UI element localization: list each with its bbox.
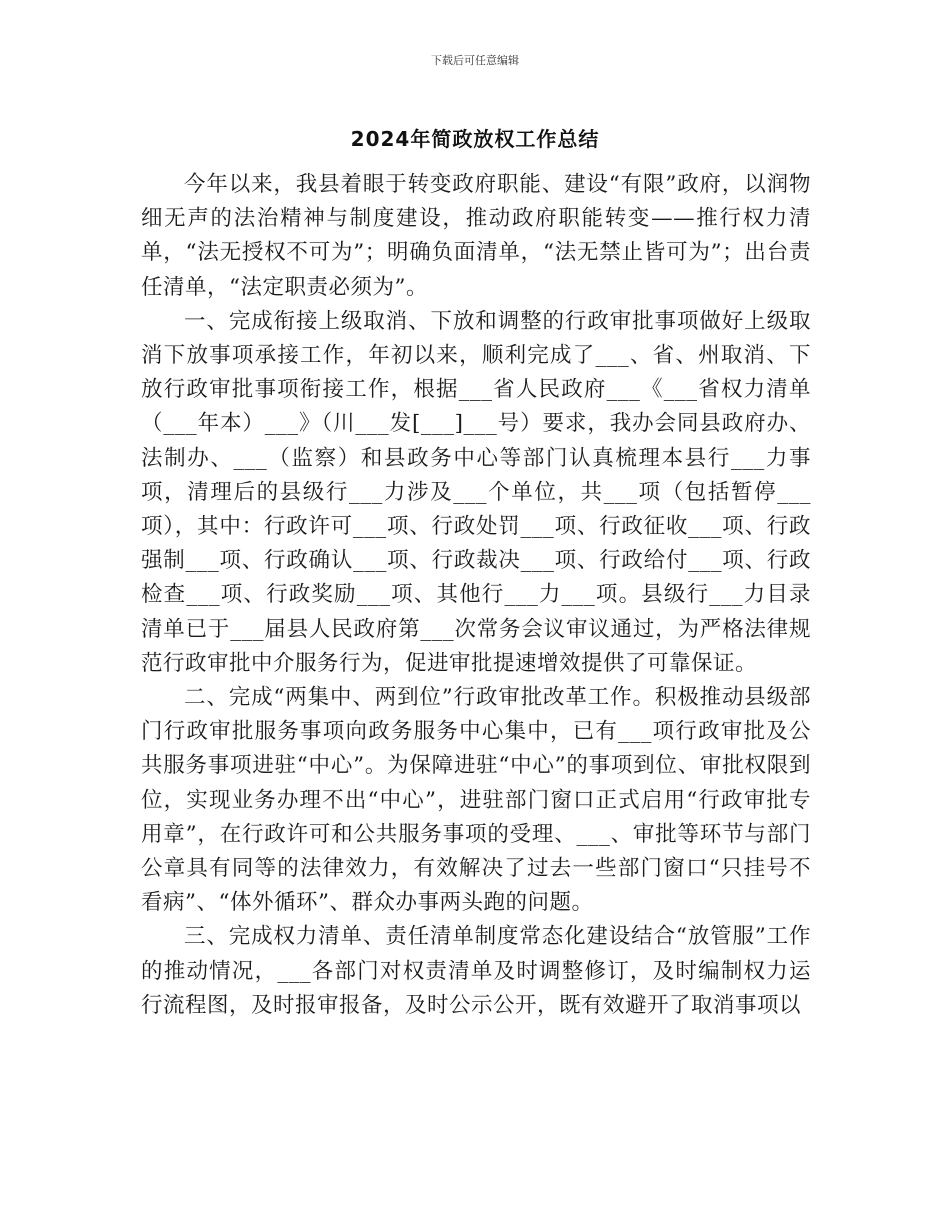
document-body [141, 168, 811, 1023]
document-title: 2024年简政放权工作总结 [350, 127, 600, 151]
header-note: 下载后可任意编辑 [431, 54, 519, 67]
paragraph-section-3: 三、完成权力清单、责任清单制度常态化建设结合“放管服”工作的推动情况，___各部门对权责清单及时调整修订，及时编制权力运行流程图，及时报审报备，及时公示公开，既有效避开了取消事项以 [141, 924, 811, 1018]
paragraph-section-2: 二、完成“两集中、两到位”行政审批改革工作。积极推动县级部门行政审批服务事项向政务服务中心集中，已有___项行政审批及公共服务事项进驻“中心”。为保障进驻“中心”的事项到位、审批权限到位，实现业务办理不出“中心”，进驻部门窗口正式启用“行政审批专用章”，在行政许可和公共服务事项的受理、___、审批等环节与部门公章具有同等的法律效力，有效解决了过去一些部门窗口“只挂号不看病”、“体外循环”、群众办事两头跑的问题。 [141, 685, 811, 916]
paragraph-section-1: 一、完成衔接上级取消、下放和调整的行政审批事项做好上级取消下放事项承接工作，年初以来，顺利完成了___、省、州取消、下放行政审批事项衔接工作，根据___省人民政府___《___省权力清单（___年本）___》（川___发[___]___号）要求，我办会同县政府办、法制办、___（监察）和县政务中心等部门认真梳理本县行___力事项，清理后的县级行___力涉及___个单位，共___项（包括暂停___项），其中：行政许可___项、行政处罚___项、行政征收___项、行政强制___项、行政确认___项、行政裁决___项、行政给付___项、行政检查___项、行政奖励___项、其他行___力___项。县级行___力目录清单已于___届县人民政府第___次常务会议审议通过，为严格法律规范行政审批中介服务行为，促进审批提速增效提供了可靠保证。 [141, 308, 811, 676]
paragraph-intro: 今年以来，我县着眼于转变政府职能、建设“有限”政府，以润物细无声的法治精神与制度建设，推动政府职能转变——推行权力清单，“法无授权不可为”；明确负面清单，“法无禁止皆可为”；出台责任清单，“法定职责必须为”。 [141, 172, 811, 300]
